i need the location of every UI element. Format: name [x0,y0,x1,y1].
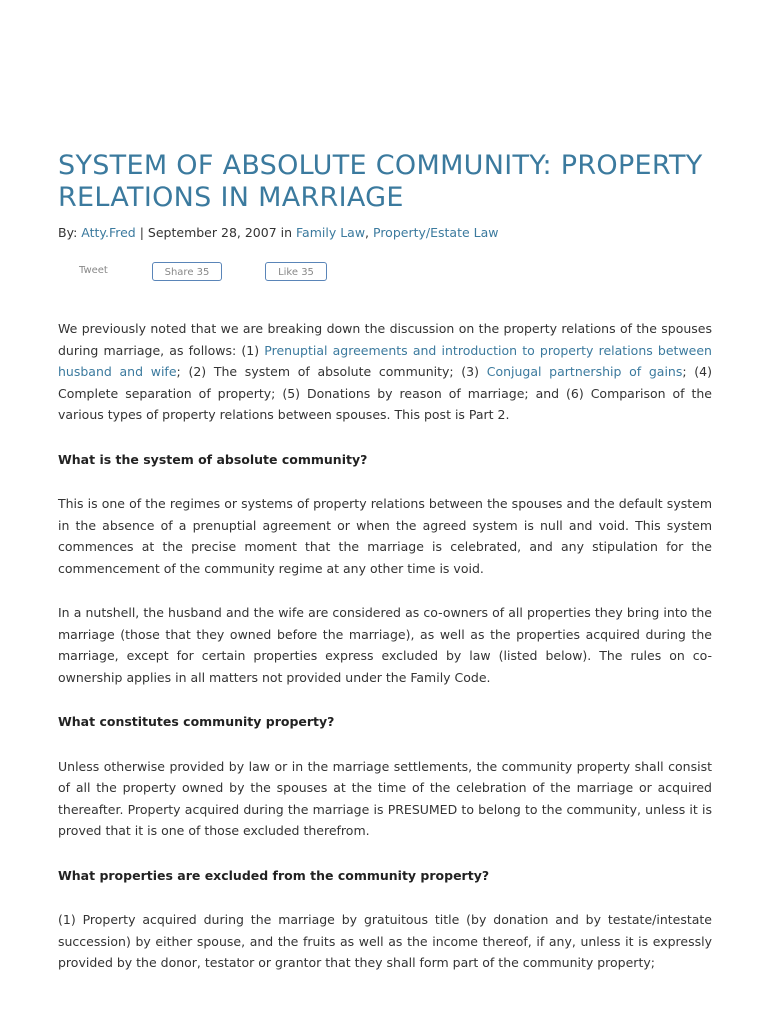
category-link-family-law[interactable]: Family Law [296,225,366,240]
byline-by-label: By: [58,225,82,240]
intro-paragraph [58,318,712,426]
article-body [58,318,712,974]
question-heading-absolute-community: What is the system of absolute community? [58,451,368,467]
like-button[interactable]: Like 35 [265,262,327,281]
prenuptial-agreements-link[interactable]: Prenuptial agreements and introduction to property relations between husband and wife [58,342,712,379]
paragraph-community-property: Unless otherwise provided by law or in the marriage settlements, the community property shall consist of all the property owned by the spouses at the time of the celebration of the marriage or acquired thereafter. Property acquired during the marriage is PRESUMED to belong to the community, unless it is proved that it is one of those excluded therefrom. [58,758,712,838]
paragraph-nutshell: In a nutshell, the husband and the wife are considered as co-owners of all properties they bring into the marriage (those that they owned before the marriage), as well as the properties acquired during the marriage, except for certain properties express excluded by law (listed below). The rules on co-ownership applies in all matters not provided under the Family Code. [58,605,712,685]
tweet-button[interactable]: Tweet [79,265,108,276]
question-heading-excluded-properties: What properties are excluded from the community property? [58,867,490,883]
article-title: SYSTEM OF ABSOLUTE COMMUNITY: PROPERTY RELATIONS IN MARRIAGE [58,150,703,213]
intro-text-2: ; (2) The system of absolute community; (3) [176,364,487,379]
conjugal-partnership-link[interactable]: Conjugal partnership of gains [486,364,683,379]
category-link-property-estate-law[interactable]: Property/Estate Law [373,225,499,240]
byline-in-label: in [276,225,296,240]
post-date: September 28, 2007 [147,225,277,240]
paragraph-definition: This is one of the regimes or systems of property relations between the spouses and the default system in the absence of a prenuptial agreement or when the agreed system is null and void. This system commences at the precise moment that the marriage is celebrated, and any stipulation for the commencement of the community regime at any other time is void. [58,496,712,576]
byline-separator: | [135,225,148,240]
byline-comma: , [365,225,373,240]
question-heading-community-property: What constitutes community property? [58,714,335,729]
share-button[interactable]: Share 35 [152,262,222,281]
article [58,150,712,997]
author-link[interactable]: Atty.Fred [81,225,136,240]
paragraph-excluded-item-1: (1) Property acquired during the marriage by gratuitous title (by donation and by testate/intestate succession) by either spouse, and the fruits as well as the income thereof, if any, unless it is expressly provided by the donor, testator or grantor that they shall form part of the community property; [58,912,712,970]
intro-text-1: We previously noted that we are breaking down the discussion on the property relations of the spouses during marriage, as follows: (1) [58,321,712,358]
social-share-bar [58,262,712,284]
byline [58,223,712,243]
intro-text-3: ; (4) Complete separation of property; (5) Donations by reason of marriage; and (6) Comparison of the various types of property relations between spouses. This post is Part 2. [58,364,712,422]
